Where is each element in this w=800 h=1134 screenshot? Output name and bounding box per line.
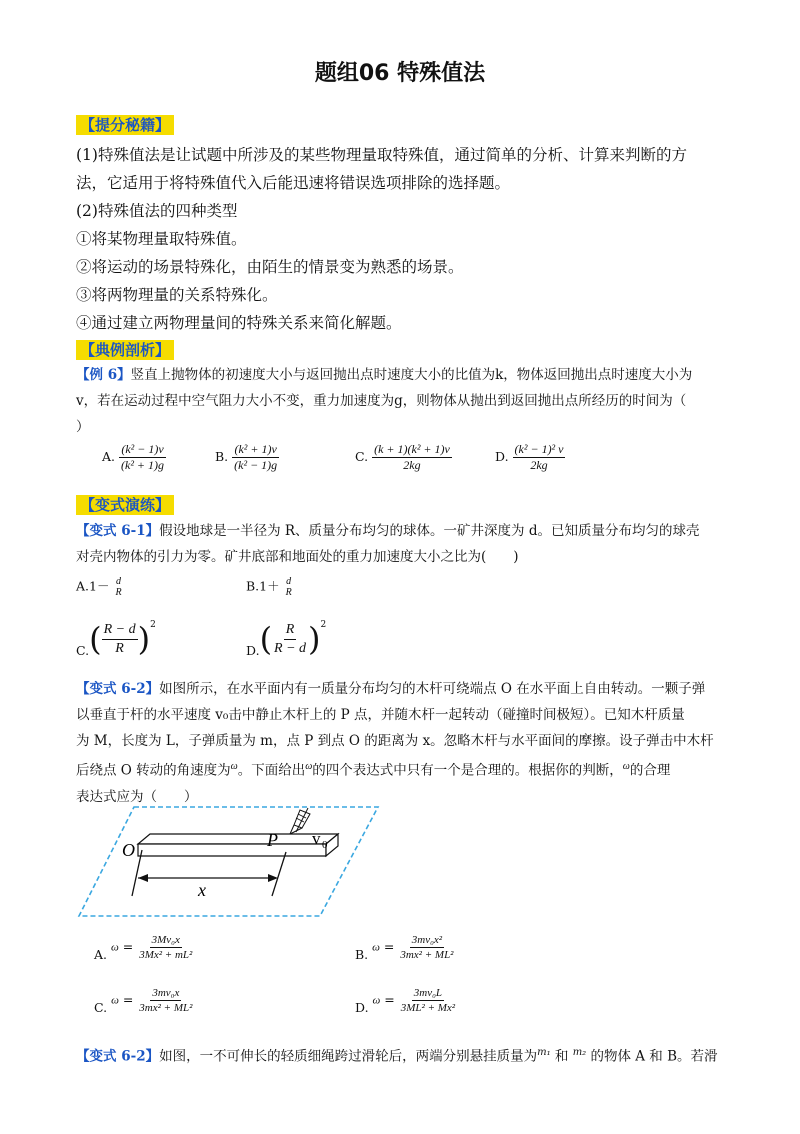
question-label: 【例 6】: [76, 367, 131, 383]
option-formula: [137, 933, 194, 962]
omega-symbol: ω: [111, 941, 119, 954]
option-a[interactable]: [102, 442, 166, 473]
denominator: 3mx² + ML²: [139, 1002, 193, 1014]
denominator: R − d: [274, 640, 307, 656]
option-formula: [119, 442, 166, 473]
section-tips: [76, 114, 174, 135]
numerator: d: [116, 576, 121, 587]
tips-line: ③将两物理量的关系特殊化。: [76, 286, 278, 304]
option-formula: [513, 442, 566, 473]
option-b[interactable]: B. ω = $\frac{\text{3mv₀x²}}{\text{3mx² + ML²}}$: [355, 934, 454, 962]
question-text: 的合理: [629, 762, 671, 779]
tips-line: ①将某物理量取特殊值。: [76, 230, 247, 248]
question-text: 竖直上抛物体的初速度大小与返回抛出点时速度大小的比值为k，物体返回抛出点时速度大小为: [130, 367, 693, 383]
option-formula: [113, 576, 123, 598]
example-6-question: [76, 362, 736, 440]
question-text: 为 M，长度为 L，子弹质量为 m，点 P 到点 O 的距离为 x。忽略木杆与水平面间的摩擦。设子弹击中木杆: [76, 733, 714, 749]
question-text: 。下面给出: [237, 762, 306, 779]
tips-body: [76, 141, 736, 337]
label-x: x: [198, 880, 206, 900]
tips-line: (1)特殊值法是让试题中所涉及的某些物理量取特殊值，通过简单的分析、计算来判断的方: [76, 146, 687, 164]
denominator: 2kg: [403, 458, 421, 472]
mass-symbol-m2: m₂: [572, 1047, 587, 1058]
tips-line: (2)特殊值法的四种类型: [76, 202, 238, 220]
section-practice: [76, 494, 174, 515]
option-a[interactable]: A. ω = $\frac{\text{3Mv₀x}}{\text{3Mx² + mL²}}$: [94, 934, 193, 962]
question-text: ）: [76, 419, 90, 435]
denominator: (k² + 1)g: [121, 458, 165, 472]
option-formula: [232, 442, 279, 473]
page-title: 题组06 特殊值法: [314, 61, 486, 86]
omega-symbol: ω: [622, 761, 630, 772]
question-text: 和: [550, 1048, 573, 1065]
question-text: 如图，一不可伸长的轻质细绳跨过滑轮后，两端分别悬挂质量为: [159, 1048, 538, 1065]
question-label: 【变式 6-1】: [76, 523, 160, 539]
option-b[interactable]: [246, 576, 294, 598]
question-text: 的四个表达式中只有一个是合理的。根据你的判断，: [312, 762, 623, 779]
mass-symbol-m1: m₁: [537, 1047, 551, 1058]
question-text: 假设地球是一半径为 R、质量分布均匀的球体。一矿井深度为 d。已知质量分布均匀的球壳: [159, 523, 700, 539]
omega-symbol: ω: [372, 994, 381, 1007]
option-formula: [372, 442, 452, 473]
rod-front-face: [138, 844, 326, 856]
variant-6-1-question: [76, 518, 736, 570]
omega-symbol: ω: [305, 761, 313, 772]
option-c[interactable]: [76, 620, 156, 658]
denominator: (k² − 1)g: [234, 458, 278, 472]
denominator: R: [115, 640, 124, 656]
label-p: P: [267, 830, 278, 850]
omega-symbol: ω: [111, 994, 119, 1007]
exponent: 2: [150, 620, 156, 630]
tips-line: ②将运动的场景特殊化，由陌生的情景变为熟悉的场景。: [76, 258, 464, 276]
omega-symbol: ω: [372, 941, 380, 954]
question-text: 的物体 A 和 B。若滑: [586, 1048, 718, 1065]
right-paren-icon: ): [308, 620, 321, 658]
option-letter: D.: [355, 1000, 369, 1015]
numerator: 3mv₀x: [152, 987, 180, 999]
rod-top-face: [138, 834, 338, 844]
omega-symbol: ω: [230, 761, 238, 772]
option-letter: D.: [495, 449, 509, 464]
option-c[interactable]: [355, 442, 452, 473]
left-paren-icon: (: [89, 620, 102, 658]
option-d[interactable]: D. ω = $\frac{\text{3mv₀L}}{\text{3ML² + Mx²}}$: [355, 987, 456, 1015]
option-c[interactable]: C. ω = $\frac{\text{3mv₀x}}{\text{3mx² + ML²}}$: [94, 987, 193, 1015]
numerator: 3Mv₀x: [151, 934, 180, 946]
option-letter: A.1－: [76, 578, 110, 594]
option-letter: D.: [246, 643, 260, 658]
label-v: v: [312, 829, 321, 848]
question-label: 【变式 6-2】: [76, 681, 160, 697]
option-formula: [102, 621, 138, 658]
question-text: 后绕点 O 转动的角速度为: [76, 762, 231, 779]
section-example: [76, 339, 174, 360]
question-text: 对壳内物体的引力为零。矿井底部和地面处的重力加速度大小之比为( ): [76, 549, 519, 565]
denominator: 3ML² + Mx²: [400, 1002, 456, 1014]
denominator: R: [115, 587, 122, 598]
denominator: 2kg: [530, 458, 548, 472]
numerator: R − d: [102, 621, 138, 640]
option-letter: A.: [102, 449, 116, 464]
denominator: 3mx² + ML²: [400, 949, 454, 961]
option-d[interactable]: [246, 620, 326, 658]
option-formula: [272, 621, 308, 658]
numerator: R: [284, 621, 297, 640]
exponent: 2: [320, 620, 327, 630]
bullet-icon: [290, 810, 310, 834]
option-d[interactable]: [495, 442, 565, 473]
denominator: 3Mx² + mL²: [139, 949, 193, 961]
question-text: v，若在运动过程中空气阻力大小不变，重力加速度为g，则物体从抛出到返回抛出点所经历的时间为（: [76, 393, 687, 409]
option-letter: B.: [355, 947, 369, 962]
option-letter: C.: [355, 449, 369, 464]
p-marker-line: [272, 852, 286, 896]
left-paren-icon: (: [259, 620, 273, 658]
question-text: 表达式应为（ ）: [76, 788, 198, 805]
label-v-sub: 0: [322, 839, 328, 851]
question-label: 【变式 6-2】: [76, 1048, 160, 1065]
numerator: (k + 1)(k² + 1)v: [374, 442, 450, 456]
option-letter: B.: [215, 449, 229, 464]
option-letter: A.: [94, 947, 108, 962]
option-formula: [399, 986, 457, 1015]
option-letter: C.: [76, 643, 90, 658]
option-formula: [137, 986, 194, 1015]
question-text: 如图所示，在水平面内有一质量分布均匀的木杆可绕端点 O 在水平面上自由转动。一颗子弹: [159, 681, 706, 697]
numerator: (k² − 1)² v: [514, 442, 564, 456]
section-tips-label: 【提分秘籍】: [76, 115, 174, 135]
label-o: O: [122, 840, 135, 860]
option-formula: [398, 933, 455, 962]
denominator: R: [285, 587, 292, 598]
numerator: (k² − 1)v: [121, 442, 164, 456]
rod-figure: [76, 804, 382, 920]
numerator: 3mv₀x²: [411, 934, 443, 946]
numerator: d: [286, 576, 292, 587]
option-a[interactable]: [76, 576, 124, 598]
x-arrow-left-icon: [138, 874, 148, 882]
option-letter: C.: [94, 1000, 108, 1015]
numerator: 3mv₀L: [413, 987, 443, 999]
tips-line: ④通过建立两物理量间的特殊关系来简化解题。: [76, 314, 402, 332]
variant-6-2b-question: [76, 1040, 756, 1070]
option-letter: B.1＋: [246, 578, 280, 594]
tips-line: 法，它适用于将特殊值代入后能迅速将错误选项排除的选择题。: [76, 174, 511, 192]
section-practice-label: 【变式演练】: [76, 495, 174, 515]
variant-6-2-question: [76, 676, 736, 810]
numerator: (k² + 1)v: [234, 442, 277, 456]
option-b[interactable]: [215, 442, 279, 473]
section-example-label: 【典例剖析】: [76, 340, 174, 360]
right-paren-icon: ): [137, 620, 151, 658]
question-text: 以垂直于杆的水平速度 v₀击中静止木杆上的 P 点，并随木杆一起转动（碰撞时间极短）。已知木杆质量: [76, 707, 685, 723]
horizontal-plane: [79, 807, 378, 916]
option-formula: [284, 576, 294, 598]
